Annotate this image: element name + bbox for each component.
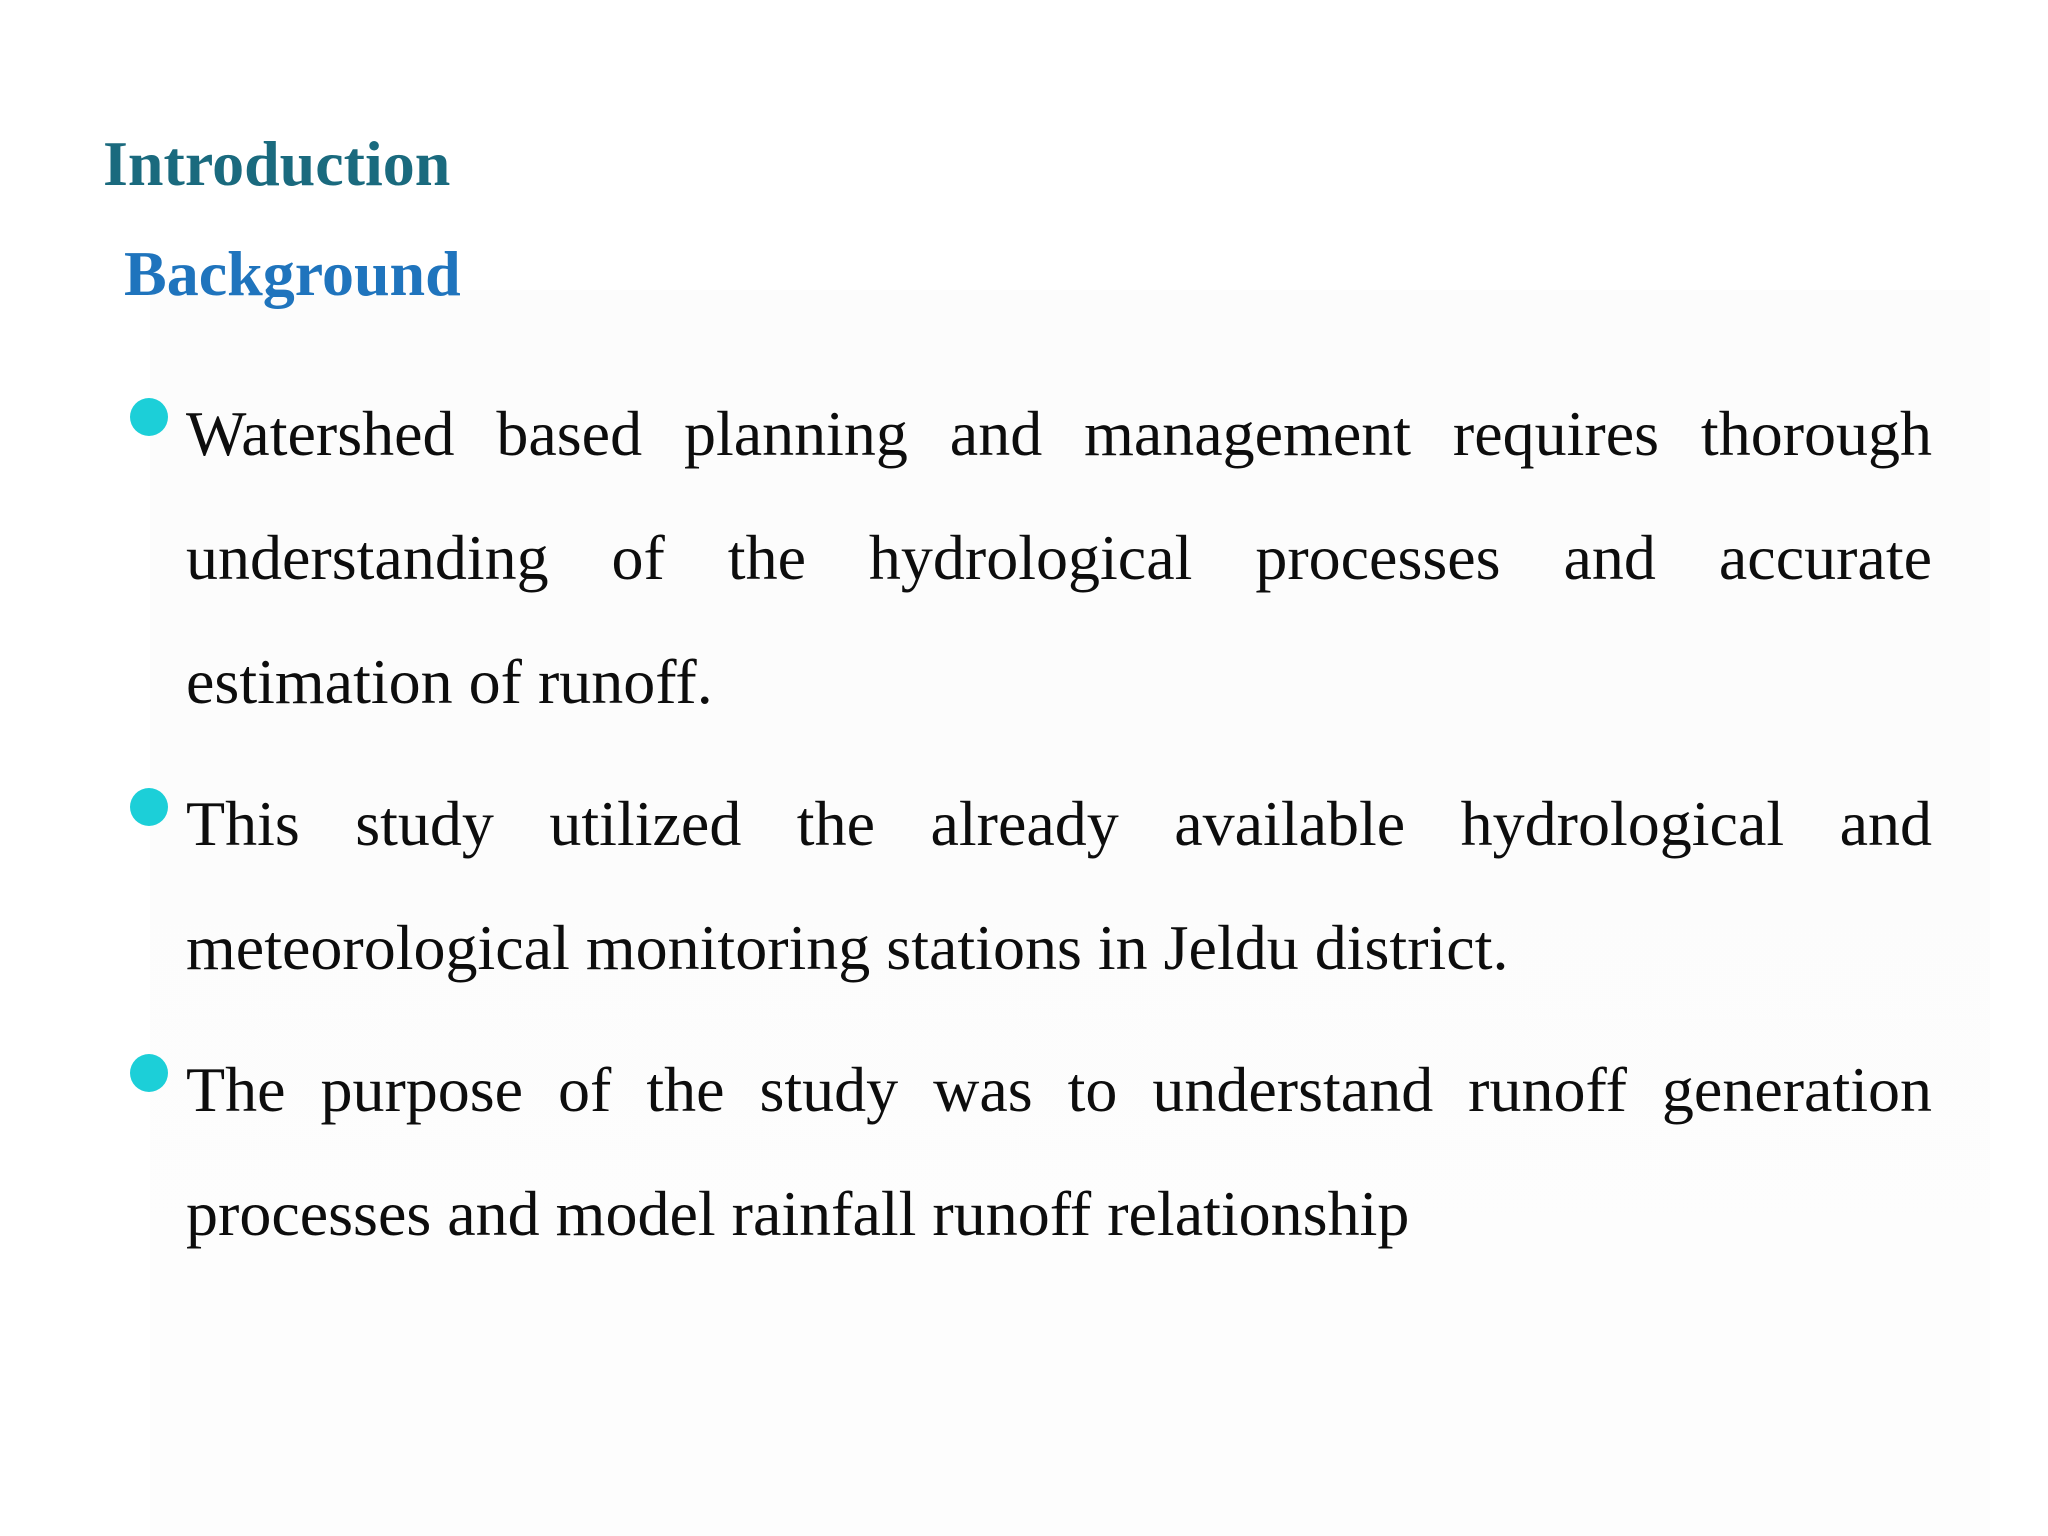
bullet-item-runoff-estimation — [124, 372, 1932, 744]
bullet-text: The purpose of the study was to understand runoff generation processes and model rainfall runoff relationship — [186, 1054, 1932, 1249]
bullet-list — [124, 372, 1932, 1294]
bullet-dot-icon — [130, 788, 168, 826]
bullet-dot-icon — [130, 398, 168, 436]
slide-title: Introduction — [103, 128, 451, 199]
bullet-dot-icon — [130, 1054, 168, 1092]
bullet-text: Watershed based planning and management requires thorough understanding of the hydrological processes and accurate estimation of runoff. — [186, 398, 1932, 717]
slide-subtitle: Background — [124, 238, 461, 309]
bullet-text: This study utilized the already available hydrological and meteorological monitoring stations in Jeldu district. — [186, 788, 1932, 983]
bullet-item-study-purpose — [124, 1028, 1932, 1276]
bullet-item-monitoring-stations — [124, 762, 1932, 1010]
